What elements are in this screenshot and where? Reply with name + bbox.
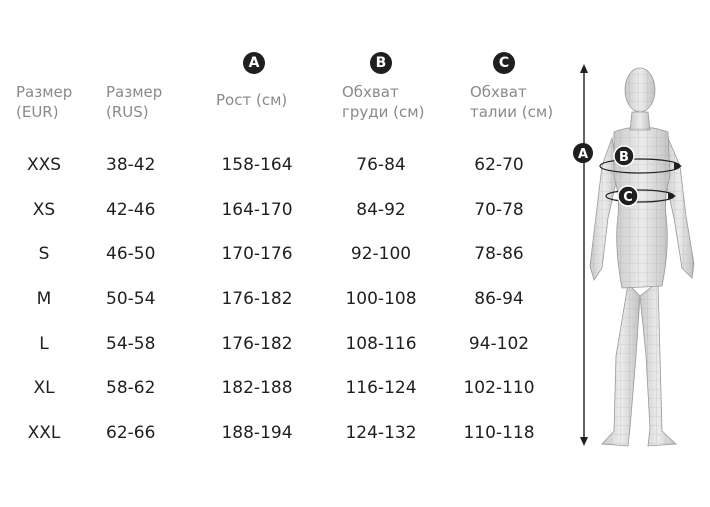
cell-height: 176-182	[221, 289, 293, 309]
cell-size-eur: M	[36, 289, 52, 309]
mannequin-figure	[566, 56, 710, 456]
figure-badge-b	[614, 146, 634, 166]
cell-chest: 100-108	[345, 289, 417, 309]
cell-size-eur: XXL	[27, 423, 61, 443]
cell-height: 176-182	[221, 334, 293, 354]
table-row	[0, 242, 580, 266]
cell-waist: 70-78	[474, 200, 524, 220]
cell-height: 158-164	[221, 155, 293, 175]
cell-waist: 102-110	[463, 378, 535, 398]
cell-size-rus: 42-46	[106, 200, 156, 220]
header-size-eur: Размер (EUR)	[16, 83, 73, 121]
cell-waist: 94-102	[468, 334, 530, 354]
figure-badge-a	[573, 143, 593, 163]
figure-badge-c	[618, 186, 638, 206]
header-chest: Обхват груди (см)	[342, 83, 425, 121]
cell-size-eur: S	[38, 244, 50, 264]
cell-size-eur: XXS	[26, 155, 62, 175]
table-row	[0, 332, 580, 356]
cell-size-rus: 46-50	[106, 244, 156, 264]
figure-badge-b-label: B	[619, 150, 629, 165]
header-height: Рост (см)	[216, 91, 288, 109]
table-row	[0, 421, 580, 445]
cell-waist: 110-118	[463, 423, 535, 443]
cell-height: 164-170	[221, 200, 293, 220]
cell-chest: 84-92	[356, 200, 406, 220]
table-row	[0, 376, 580, 400]
height-arrow	[577, 64, 589, 446]
figure-badge-c-label: C	[623, 190, 633, 205]
cell-size-eur: L	[39, 334, 49, 354]
cell-size-rus: 54-58	[106, 334, 156, 354]
cell-size-eur: XL	[33, 378, 55, 398]
cell-chest: 92-100	[350, 244, 412, 264]
mannequin-body	[590, 68, 694, 446]
cell-size-rus: 38-42	[106, 155, 156, 175]
badge-b: B	[370, 52, 392, 74]
table-row	[0, 198, 580, 222]
table-row	[0, 287, 580, 311]
cell-size-eur: XS	[32, 200, 56, 220]
figure-badge-a-label: A	[577, 147, 589, 162]
cell-size-rus: 58-62	[106, 378, 156, 398]
cell-chest: 108-116	[345, 334, 417, 354]
badge-a: A	[243, 52, 265, 74]
cell-height: 188-194	[221, 423, 293, 443]
cell-size-rus: 62-66	[106, 423, 156, 443]
cell-chest: 116-124	[345, 378, 417, 398]
cell-size-rus: 50-54	[106, 289, 156, 309]
cell-waist: 86-94	[474, 289, 524, 309]
cell-waist: 78-86	[474, 244, 524, 264]
cell-waist: 62-70	[474, 155, 524, 175]
badge-c: C	[493, 52, 515, 74]
header-size-rus: Размер (RUS)	[106, 83, 163, 121]
cell-chest: 124-132	[345, 423, 417, 443]
table-row	[0, 153, 580, 177]
cell-chest: 76-84	[356, 155, 406, 175]
header-waist: Обхват талии (см)	[470, 83, 554, 121]
cell-height: 170-176	[221, 244, 293, 264]
cell-height: 182-188	[221, 378, 293, 398]
